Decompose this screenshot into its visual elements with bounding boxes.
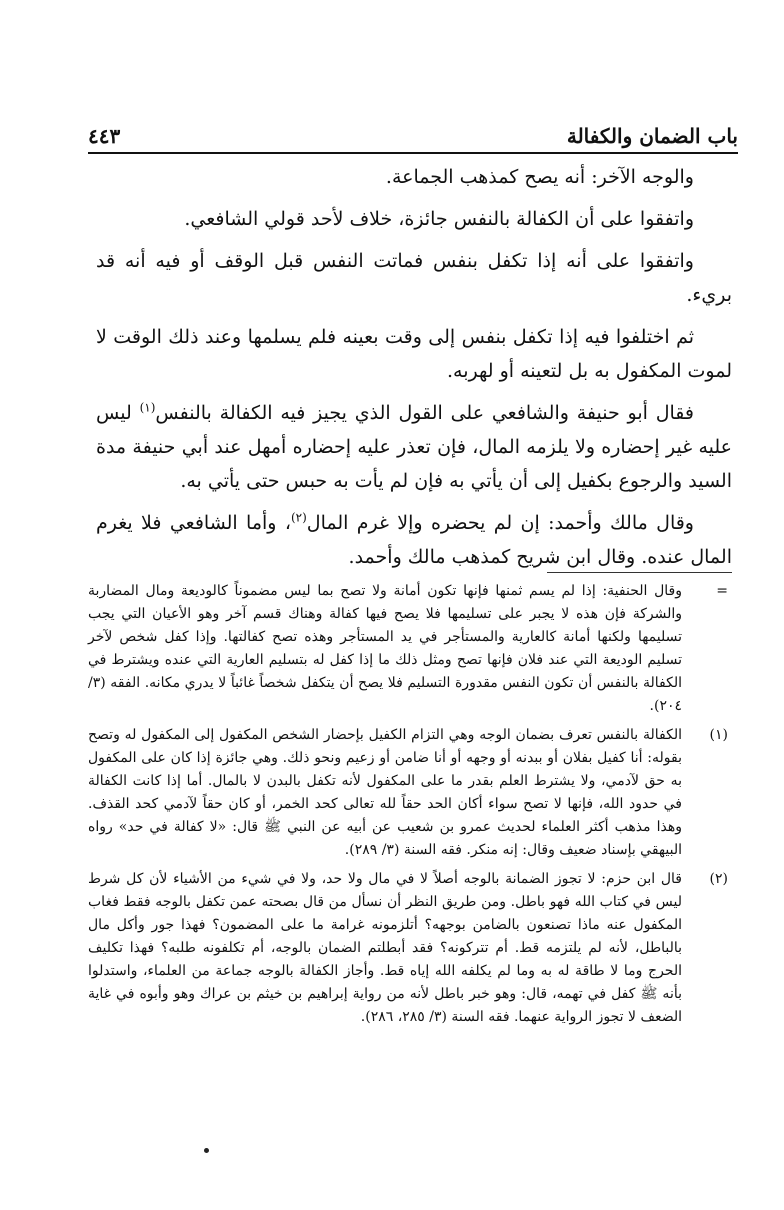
footnote-text: الكفالة بالنفس تعرف بضمان الوجه وهي التزام الكفيل بإحضار الشخص المكفول إلى المكفول له وتصح بقوله: أنا كفيل بفلان أو ببدنه أو وجهه أو أنا ضامن أو زعيم ونحو ذلك. وهي جائزة إذا كان على المكفول به حق لآدمي، ولا يشترط العلم بقدر ما على المكفول لأنه تكفل بالبدن لا بالمال. أما إذا كانت الكفالة في حدود الله، فإنها لا تصح سواء أكان الحد حقاً لله تعالى كحد الخمر، أو كان حقاً لآدمي كحد القذف. وهذا مذهب أكثر العلماء لحديث عمرو بن شعيب عن أبيه عن النبي ﷺ قال: «لا كفالة في حد» رواه البيهقي بإسناد ضعيف وقال: إنه منكر. فقه السنة (٣/ ٢٨٩). xyxy=(88,727,682,858)
main-text xyxy=(96,160,732,582)
footnote-text: قال ابن حزم: لا تجوز الضمانة بالوجه أصلاً لا في مال ولا حد، ولا في شيء من الأشياء لأن كل شرط ليس في كتاب الله فهو باطل. ومن طريق النظر أن نسأل من قال بصحته عمن تكفل بالوجه فقط فغاب المكفول عنه ماذا تصنعون بالضامن بوجهه؟ أتلزمونه غرامة ما على المضمون؟ فهذا جور وأكل مال بالباطل، لأنه لم يلتزمه قط. أم تتركونه؟ فقد أبطلتم الضمان بالوجه، أم تكلفونه طلبه؟ فهذا تكليف الحرج وما لا طاقة له به وما لم يكلفه الله إياه قط. وأجاز الكفالة بالوجه جماعة من العلماء، واستدلوا بأنه ﷺ كفل في تهمه، قال: وهو خبر باطل لأنه من رواية إبراهيم بن خيثم بن عراك وهو وأبوه في غاية الضعف لا تجوز الرواية عنهما. فقه السنة (٣/ ٢٨٥، ٢٨٦). xyxy=(88,871,682,1025)
footnote-reference[interactable]: (٢) xyxy=(290,510,307,525)
page-dot xyxy=(204,1148,209,1153)
paragraph xyxy=(96,396,732,498)
paragraph: ثم اختلفوا فيه إذا تكفل بنفس إلى وقت بعينه فلم يسلمها وعند ذلك الوقت لا لموت المكفول به بل لتعينه أو لهربه. xyxy=(96,326,732,382)
footnote-marker: (١) xyxy=(709,727,728,743)
page-number: ٤٤٣ xyxy=(88,124,121,148)
paragraph-text: فقال أبو حنيفة والشافعي على القول الذي يجيز فيه الكفالة بالنفس xyxy=(155,402,694,424)
footnote-separator xyxy=(547,572,732,573)
paragraph-text: ، وأما الشافعي فلا يغرم المال عنده. وقال ابن شريح كمذهب مالك وأحمد. xyxy=(96,512,732,568)
footnote xyxy=(88,580,732,718)
paragraph: والوجه الآخر: أنه يصح كمذهب الجماعة. xyxy=(385,166,694,188)
footnote xyxy=(88,724,732,862)
paragraph-text: وقال مالك وأحمد: إن لم يحضره وإلا غرم المال xyxy=(306,512,694,534)
paragraph: واتفقوا على أن الكفالة بالنفس جائزة، خلاف لأحد قولي الشافعي. xyxy=(184,208,694,230)
footnote-reference[interactable]: (١) xyxy=(139,400,156,415)
footnote xyxy=(88,868,732,1029)
footnote-marker: = xyxy=(716,583,728,599)
footnote-marker: (٢) xyxy=(709,871,728,887)
footnotes xyxy=(88,580,732,1035)
paragraph xyxy=(96,506,732,574)
paragraph-text: ليس عليه غير إحضاره ولا يلزمه المال، فإن تعذر عليه إحضاره أمهل عند أبي حنيفة مدة السيد والرجوع بكفيل إلى أن يأتي به فإن لم يأت به حبس حتى يأتي به. xyxy=(96,402,732,492)
paragraph: واتفقوا على أنه إذا تكفل بنفس فماتت النفس قبل الوقف أو فيه أنه قد بريء. xyxy=(96,250,732,306)
footnote-text: وقال الحنفية: إذا لم يسم ثمنها فإنها تكون أمانة ولا تصح بما ليس مضموناً كالوديعة ومال المضاربة والشركة فإن هذه لا يجبر على تسليمها فلا يصح فيها كفالة وهناك قسم آخر وهو الأعيان التي يجب تسليمها ولكنها أمانة كالعارية والمستأجر في يد المستأجر وهذه تصح كفالتها. وإذا كفل شخص لآخر تسليم الوديعة التي عند فلان فإنها تصح ومثل ذلك ما إذا كفل له بتسليم العارية التي عنده ويشترط في الكفالة بالنفس أن تكون النفس مقدورة التسليم فلا يصح أن يتكفل شخصاً غائباً لا يدري مكانه. الفقه (٣/ ٢٠٤). xyxy=(88,583,682,714)
chapter-title: باب الضمان والكفالة xyxy=(566,124,738,148)
page-header xyxy=(88,112,738,154)
